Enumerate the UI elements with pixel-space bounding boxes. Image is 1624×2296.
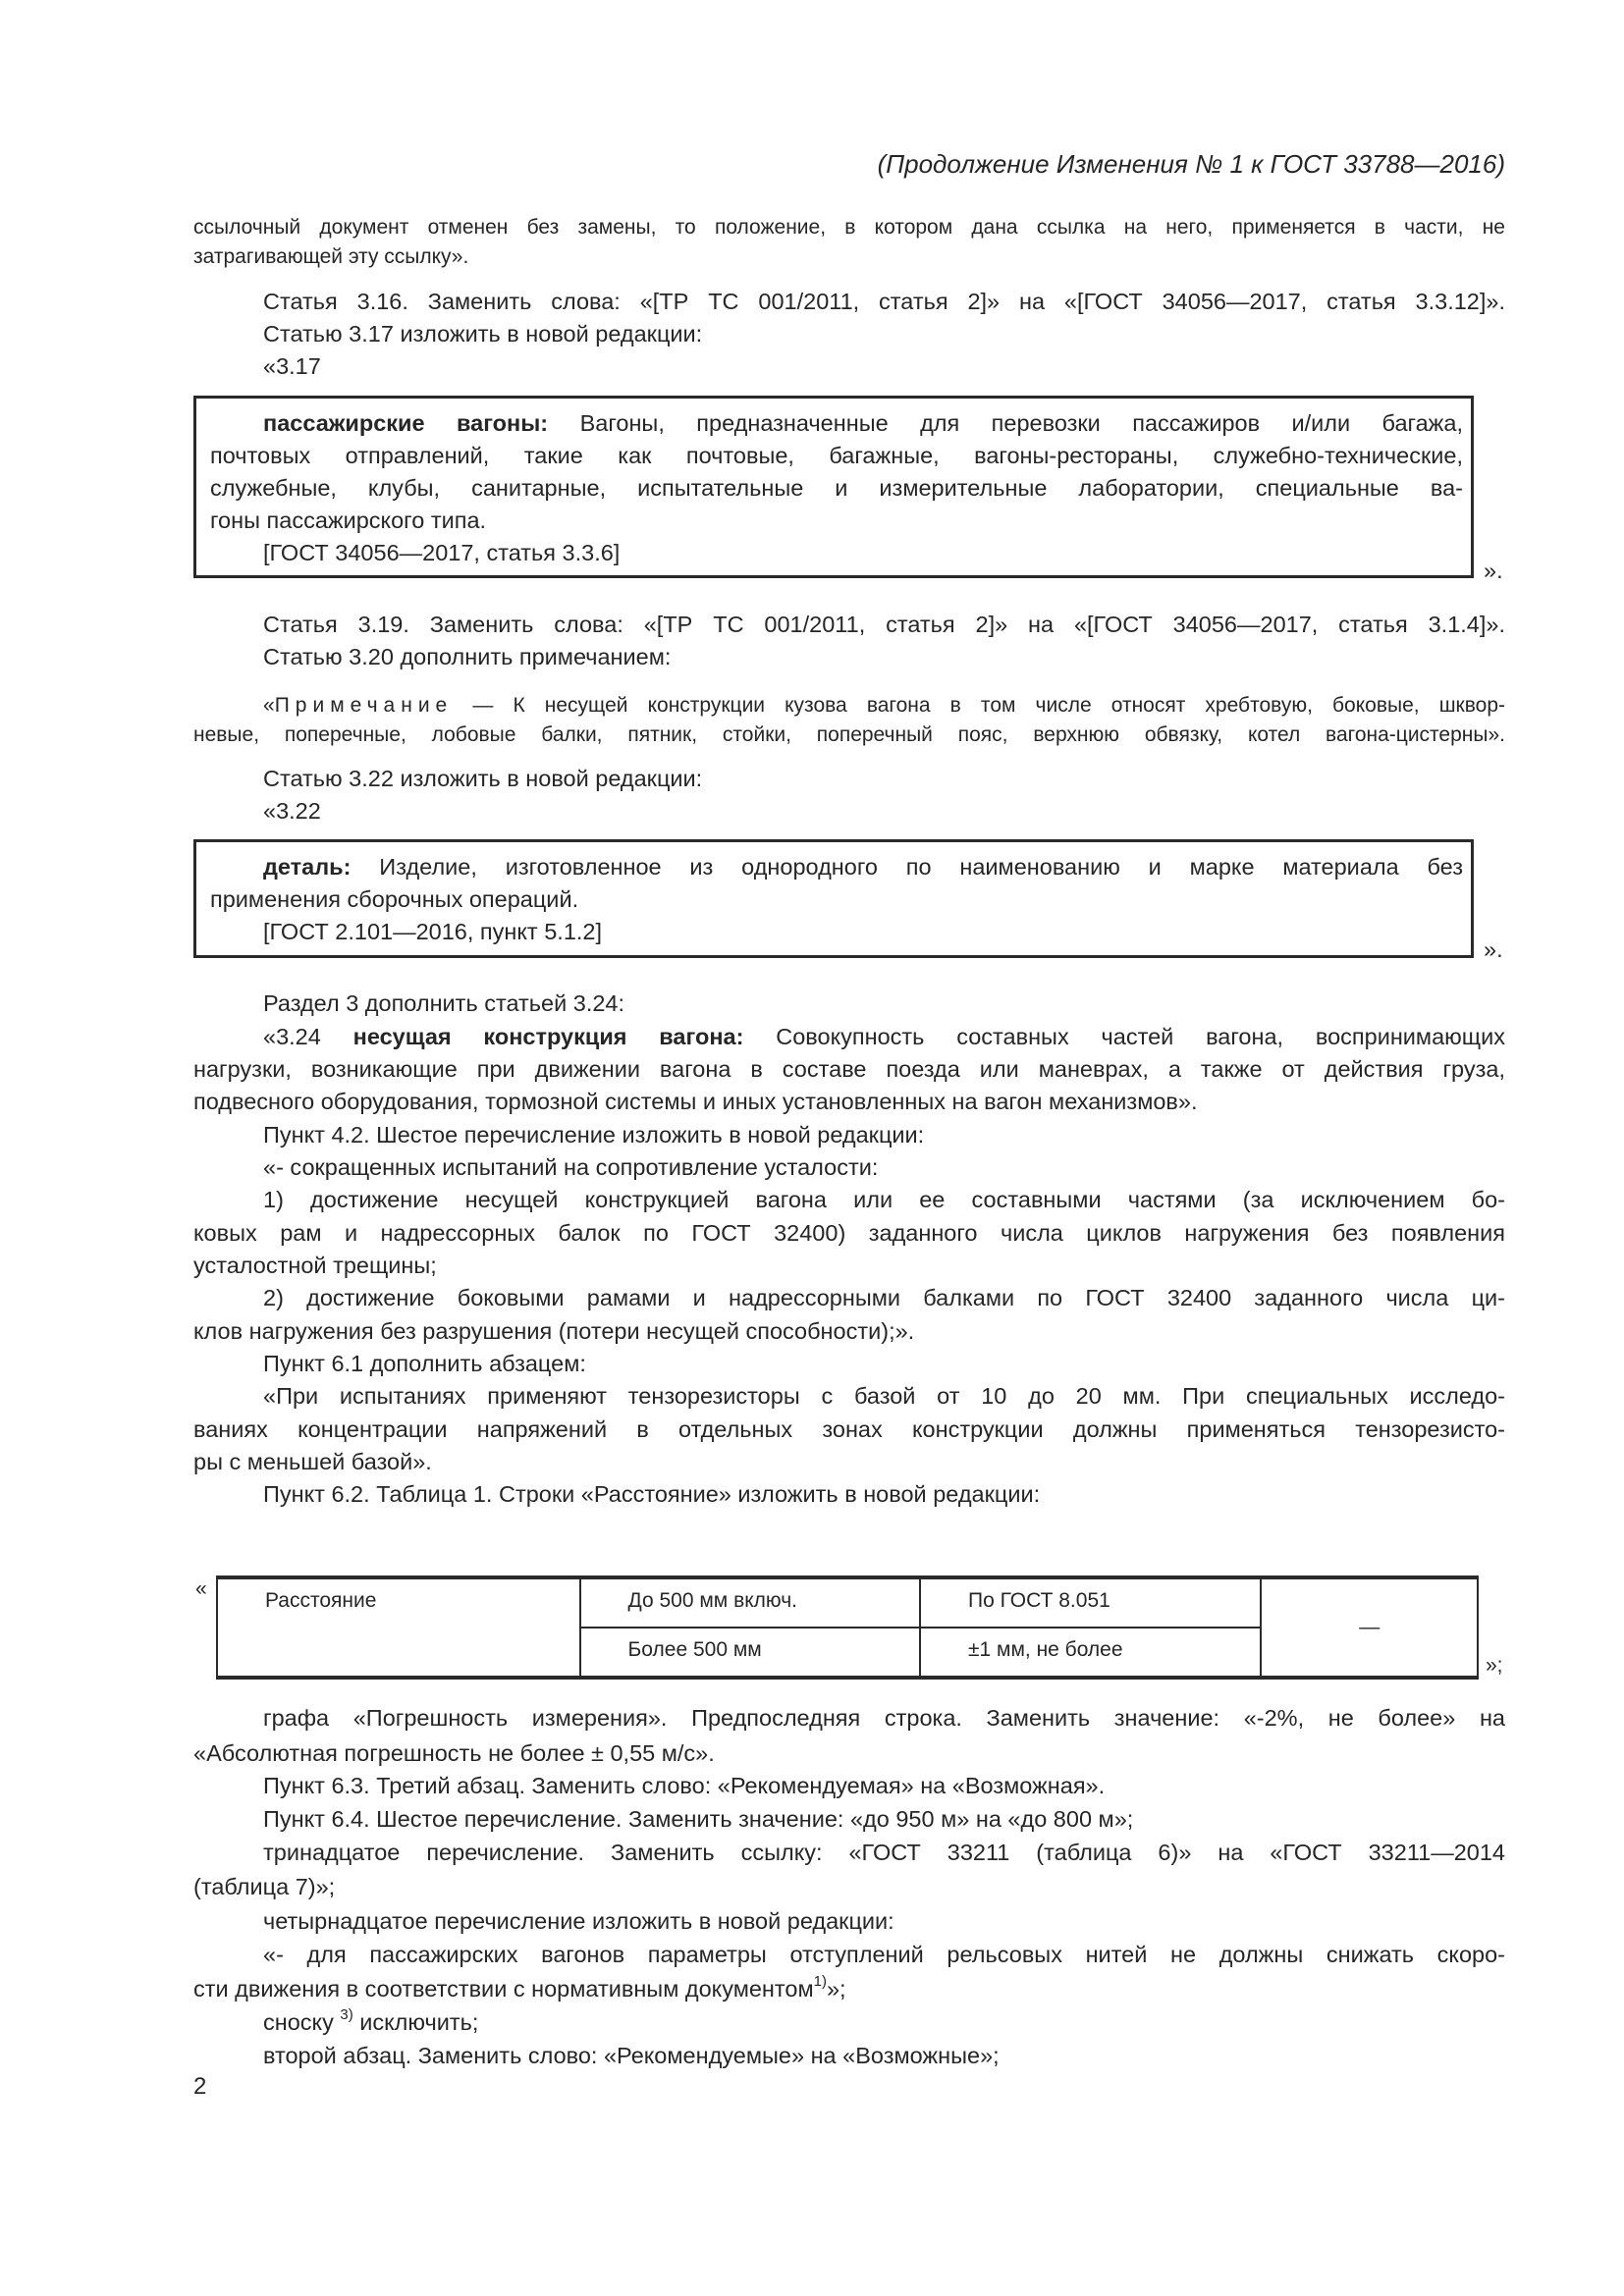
def-3-24-line-2: нагрузки, возникающие при движении вагона в составе поезда или маневрах, а также от действия груза, [193, 1056, 1505, 1082]
p-6-1-line-2: ваниях концентрации напряжений в отдельных зонах конструкции должны применяться тензорезисто- [193, 1416, 1505, 1442]
article-3-22-intro: Статью 3.22 изложить в новой редакции: [263, 766, 703, 791]
second-paragraph: второй абзац. Заменить слово: «Рекомендуемые» на «Возможные»; [263, 2043, 1000, 2068]
def-3-17-line-3: служебные, клубы, санитарные, испытательные и измерительные лаборатории, специальные ва- [210, 475, 1463, 501]
def-3-17-text: Вагоны, предназначенные для перевозки пассажиров и/или багажа, [579, 410, 1463, 436]
article-3-22-number: «3.22 [263, 798, 321, 824]
p-4-2-item1-line-3: усталостной трещины; [193, 1253, 437, 1278]
table-cell-accuracy: ±1 мм, не более [920, 1628, 1261, 1678]
p-6-1-intro: Пункт 6.1 дополнить абзацем: [263, 1351, 586, 1376]
article-3-17-intro: Статью 3.17 изложить в новой редакции: [263, 321, 703, 347]
p-6-2-intro: Пункт 6.2. Таблица 1. Строки «Расстояние» изложить в новой редакции: [263, 1481, 1041, 1507]
def-3-24-text: Совокупность составных частей вагона, воспринимающих [776, 1024, 1505, 1049]
note-open-quote: « [263, 694, 275, 717]
footnote-post: исключить; [352, 2009, 479, 2035]
thirteenth-line-1: тринадцатое перечисление. Заменить ссылку: «ГОСТ 33211 (таблица 6)» на «ГОСТ 33211—2014 [263, 1840, 1505, 1865]
p-4-2-item1-line-1: 1) достижение несущей конструкцией вагона или ее составными частями (за исключением бо- [263, 1187, 1505, 1212]
table-cell-range: До 500 мм включ. [580, 1577, 920, 1628]
table-row [217, 1577, 1478, 1628]
def-3-22-close-quote: ». [1484, 936, 1503, 962]
note-label: Примечание [274, 694, 454, 717]
fourteenth-line-2 [193, 1973, 1505, 2005]
note-text: — К несущей конструкции кузова вагона в том числе относят хребтовую, боковые, шквор- [453, 694, 1505, 717]
intro-line-2: затрагивающей эту ссылку». [193, 245, 469, 268]
fourteenth-intro: четырнадцатое перечисление изложить в новой редакции: [263, 1908, 894, 1934]
table-open-quote: « [195, 1577, 207, 1600]
article-3-19: Статья 3.19. Заменить слова: «[ТР ТС 001/2011, статья 2]» на «[ГОСТ 34056—2017, статья 3.1.4]». [263, 612, 1505, 637]
table-close-quote: »; [1486, 1654, 1503, 1677]
def-3-24-line-3: подвесного оборудования, тормозной системы и иных установленных на вагон механизмов». [193, 1089, 1198, 1114]
def-3-22-term: деталь: [263, 854, 352, 880]
def-3-24-number: «3.24 [263, 1024, 321, 1049]
def-3-17-term: пассажирские вагоны: [263, 410, 549, 436]
def-3-17-line-4: гоны пассажирского типа. [210, 507, 487, 533]
fourteenth-end: »; [826, 1976, 846, 2002]
article-3-20-intro: Статью 3.20 дополнить примечанием: [263, 644, 672, 669]
table-cell-note: — [1261, 1577, 1478, 1678]
def-3-17-line-1 [263, 407, 1463, 440]
article-3-17-number: «3.17 [263, 353, 321, 379]
p-4-2-intro: Пункт 4.2. Шестое перечисление изложить в новой редакции: [263, 1122, 925, 1148]
after-table-line-2: «Абсолютная погрешность не более ± 0,55 м/с». [193, 1740, 715, 1766]
footnote-remove [263, 2006, 1505, 2039]
page-number: 2 [193, 2073, 207, 2100]
fourteenth-text: сти движения в соответствии с нормативным документом [193, 1976, 814, 2002]
p-6-1-line-1: «При испытаниях применяют тензорезисторы с базой от 10 до 20 мм. При специальных исследо- [263, 1383, 1505, 1409]
footnote-ref-1: 1) [813, 1973, 827, 1991]
note-3-20-line-1 [263, 689, 1505, 721]
p-4-2-item2-line-1: 2) достижение боковыми рамами и надрессорными балками по ГОСТ 32400 заданного числа ци- [263, 1285, 1505, 1310]
p-6-1-line-3: ры с меньшей базой». [193, 1449, 432, 1474]
def-3-24-term: несущая конструкция вагона: [352, 1024, 744, 1049]
table-cell-accuracy: По ГОСТ 8.051 [920, 1577, 1261, 1628]
after-table-line-1: графа «Погрешность измерения». Предпоследняя строка. Заменить значение: «-2%, не более» на [263, 1705, 1505, 1731]
def-3-17-close-quote: ». [1484, 558, 1503, 583]
table-cell-param: Расстояние [217, 1577, 580, 1678]
fourteenth-line-1: «- для пассажирских вагонов параметры отступлений рельсовых нитей не должны снижать скоро- [263, 1942, 1505, 1967]
def-3-22-line-1 [263, 851, 1463, 883]
thirteenth-line-2: (таблица 7)»; [193, 1874, 336, 1899]
def-3-22-text: Изделие, изготовленное из однородного по наименованию и марке материала без [379, 854, 1463, 880]
note-3-20-line-2: невые, поперечные, лобовые балки, пятник, стойки, поперечный пояс, верхнюю обвязку, котел вагона-цистерны». [193, 723, 1505, 746]
footnote-pre: сноску [263, 2009, 341, 2035]
article-3-16: Статья 3.16. Заменить слова: «[ТР ТС 001/2011, статья 2]» на «[ГОСТ 34056—2017, статья 3.3.12]». [263, 289, 1505, 314]
footnote-ref-3: 3) [340, 2006, 353, 2024]
section-3-add: Раздел 3 дополнить статьей 3.24: [263, 990, 625, 1016]
def-3-22-source: [ГОСТ 2.101—2016, пункт 5.1.2] [263, 919, 603, 944]
p-4-2-item2-line-2: клов нагружения без разрушения (потери несущей способности);». [193, 1318, 915, 1344]
def-3-24-line-1 [263, 1021, 1505, 1053]
def-3-22-line-2: применения сборочных операций. [210, 886, 579, 912]
p-6-3: Пункт 6.3. Третий абзац. Заменить слово: «Рекомендуемая» на «Возможная». [263, 1773, 1106, 1798]
distance-table [216, 1575, 1479, 1680]
running-header: (Продолжение Изменения № 1 к ГОСТ 33788—2016) [877, 149, 1505, 179]
table-cell-range: Более 500 мм [580, 1628, 920, 1678]
def-3-17-source: [ГОСТ 34056—2017, статья 3.3.6] [263, 540, 621, 565]
def-3-17-line-2: почтовых отправлений, такие как почтовые, багажные, вагоны-рестораны, служебно-технические, [210, 443, 1463, 468]
p-6-4: Пункт 6.4. Шестое перечисление. Заменить значение: «до 950 м» на «до 800 м»; [263, 1806, 1134, 1832]
p-4-2-item: «- сокращенных испытаний на сопротивление усталости: [263, 1154, 879, 1180]
intro-line-1: ссылочный документ отменен без замены, то положение, в котором дана ссылка на него, применяется в части, не [193, 216, 1505, 239]
p-4-2-item1-line-2: ковых рам и надрессорных балок по ГОСТ 32400) заданного числа циклов нагружения без появления [193, 1220, 1505, 1246]
